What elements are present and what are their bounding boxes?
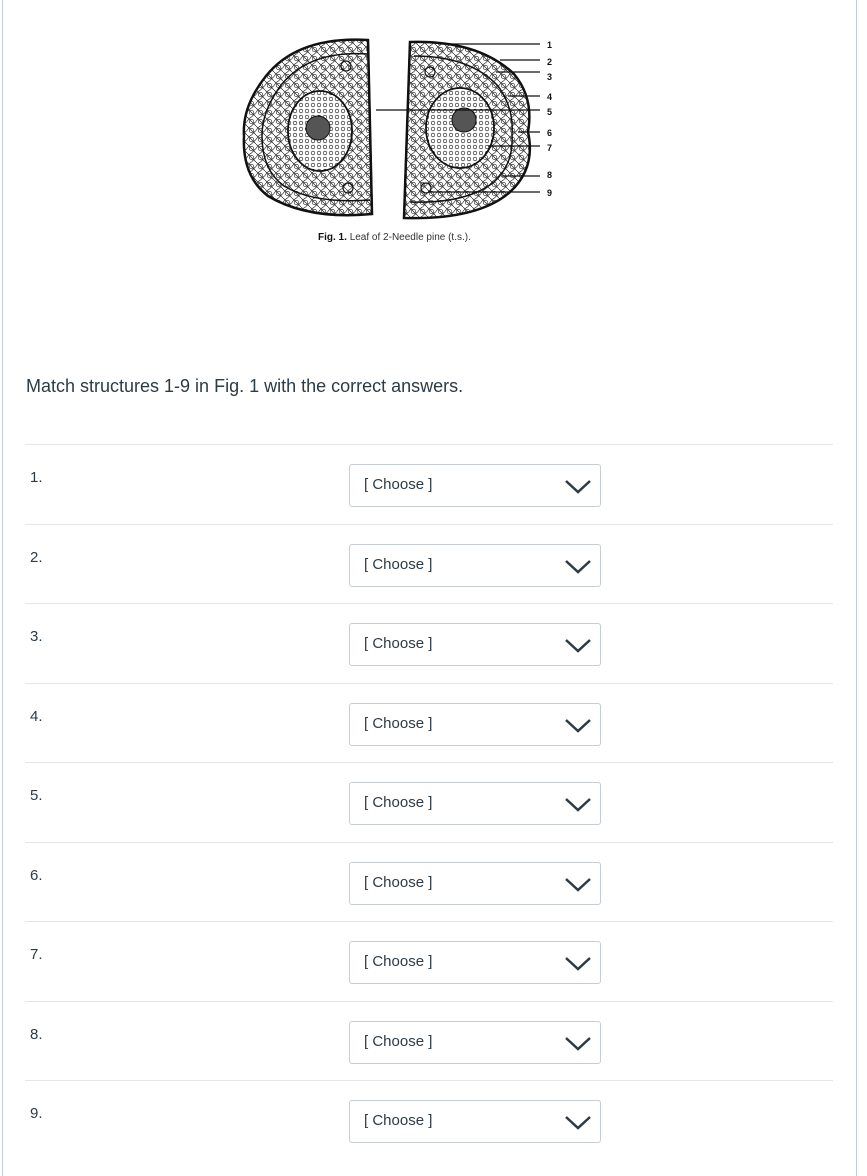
pine-needle-figure	[238, 36, 568, 226]
row-label: 3.	[30, 628, 43, 645]
question-prompt: Match structures 1-9 in Fig. 1 with the correct answers.	[26, 376, 464, 396]
answer-row	[25, 1080, 833, 1160]
answer-select[interactable]	[349, 623, 601, 666]
figure-label-4: 4	[547, 92, 553, 102]
caption-prefix: Fig. 1.	[318, 232, 347, 243]
answer-select[interactable]	[349, 464, 601, 507]
chevron-down-icon	[564, 636, 592, 654]
answer-row	[25, 1001, 833, 1081]
chevron-down-icon	[564, 795, 592, 813]
row-label: 9.	[30, 1105, 43, 1122]
figure-label-3: 3	[547, 72, 553, 82]
chevron-down-icon	[564, 1034, 592, 1052]
chevron-down-icon	[564, 477, 592, 495]
select-value: [ Choose ]	[364, 794, 433, 811]
answer-select[interactable]	[349, 544, 601, 587]
row-label: 2.	[30, 548, 43, 566]
answer-row	[25, 762, 833, 842]
select-value: [ Choose ]	[364, 1112, 433, 1129]
select-value: [ Choose ]	[364, 873, 433, 891]
select-value: [ Choose ]	[364, 714, 433, 732]
chevron-down-icon	[564, 716, 592, 734]
answer-select[interactable]	[349, 862, 601, 905]
answer-row	[25, 524, 833, 604]
figure-label-2: 2	[547, 57, 553, 67]
select-value: [ Choose ]	[364, 1032, 433, 1050]
figure-label-6: 6	[547, 128, 553, 138]
figure-label-9: 9	[547, 188, 553, 198]
select-value: [ Choose ]	[364, 555, 433, 573]
answer-select[interactable]	[349, 1100, 601, 1143]
select-value: [ Choose ]	[364, 476, 433, 493]
answer-select[interactable]	[349, 703, 601, 746]
select-value: [ Choose ]	[364, 635, 433, 652]
chevron-down-icon	[564, 954, 592, 972]
answer-select[interactable]	[349, 782, 601, 825]
chevron-down-icon	[564, 1113, 592, 1131]
figure-caption	[318, 232, 471, 243]
answer-row	[25, 921, 833, 1001]
answer-select[interactable]	[349, 941, 601, 984]
chevron-down-icon	[564, 875, 592, 893]
row-label: 5.	[30, 787, 43, 804]
answer-row	[25, 603, 833, 683]
figure-label-5: 5	[547, 107, 553, 117]
row-label: 4.	[30, 707, 43, 725]
figure-label-8: 8	[547, 170, 553, 180]
chevron-down-icon	[564, 557, 592, 575]
answer-row	[25, 444, 833, 524]
row-label: 6.	[30, 866, 43, 884]
figure-label-1: 1	[547, 40, 553, 50]
row-label: 1.	[30, 469, 43, 486]
row-label: 8.	[30, 1025, 43, 1043]
row-label: 7.	[30, 946, 43, 963]
caption-text: Leaf of 2-Needle pine (t.s.).	[349, 232, 471, 243]
left-half-section	[244, 40, 372, 216]
figure-label-7: 7	[547, 143, 553, 153]
answer-rows	[25, 444, 833, 1160]
answer-row	[25, 683, 833, 763]
select-value: [ Choose ]	[364, 953, 433, 970]
answer-row	[25, 842, 833, 922]
answer-select[interactable]	[349, 1021, 601, 1064]
